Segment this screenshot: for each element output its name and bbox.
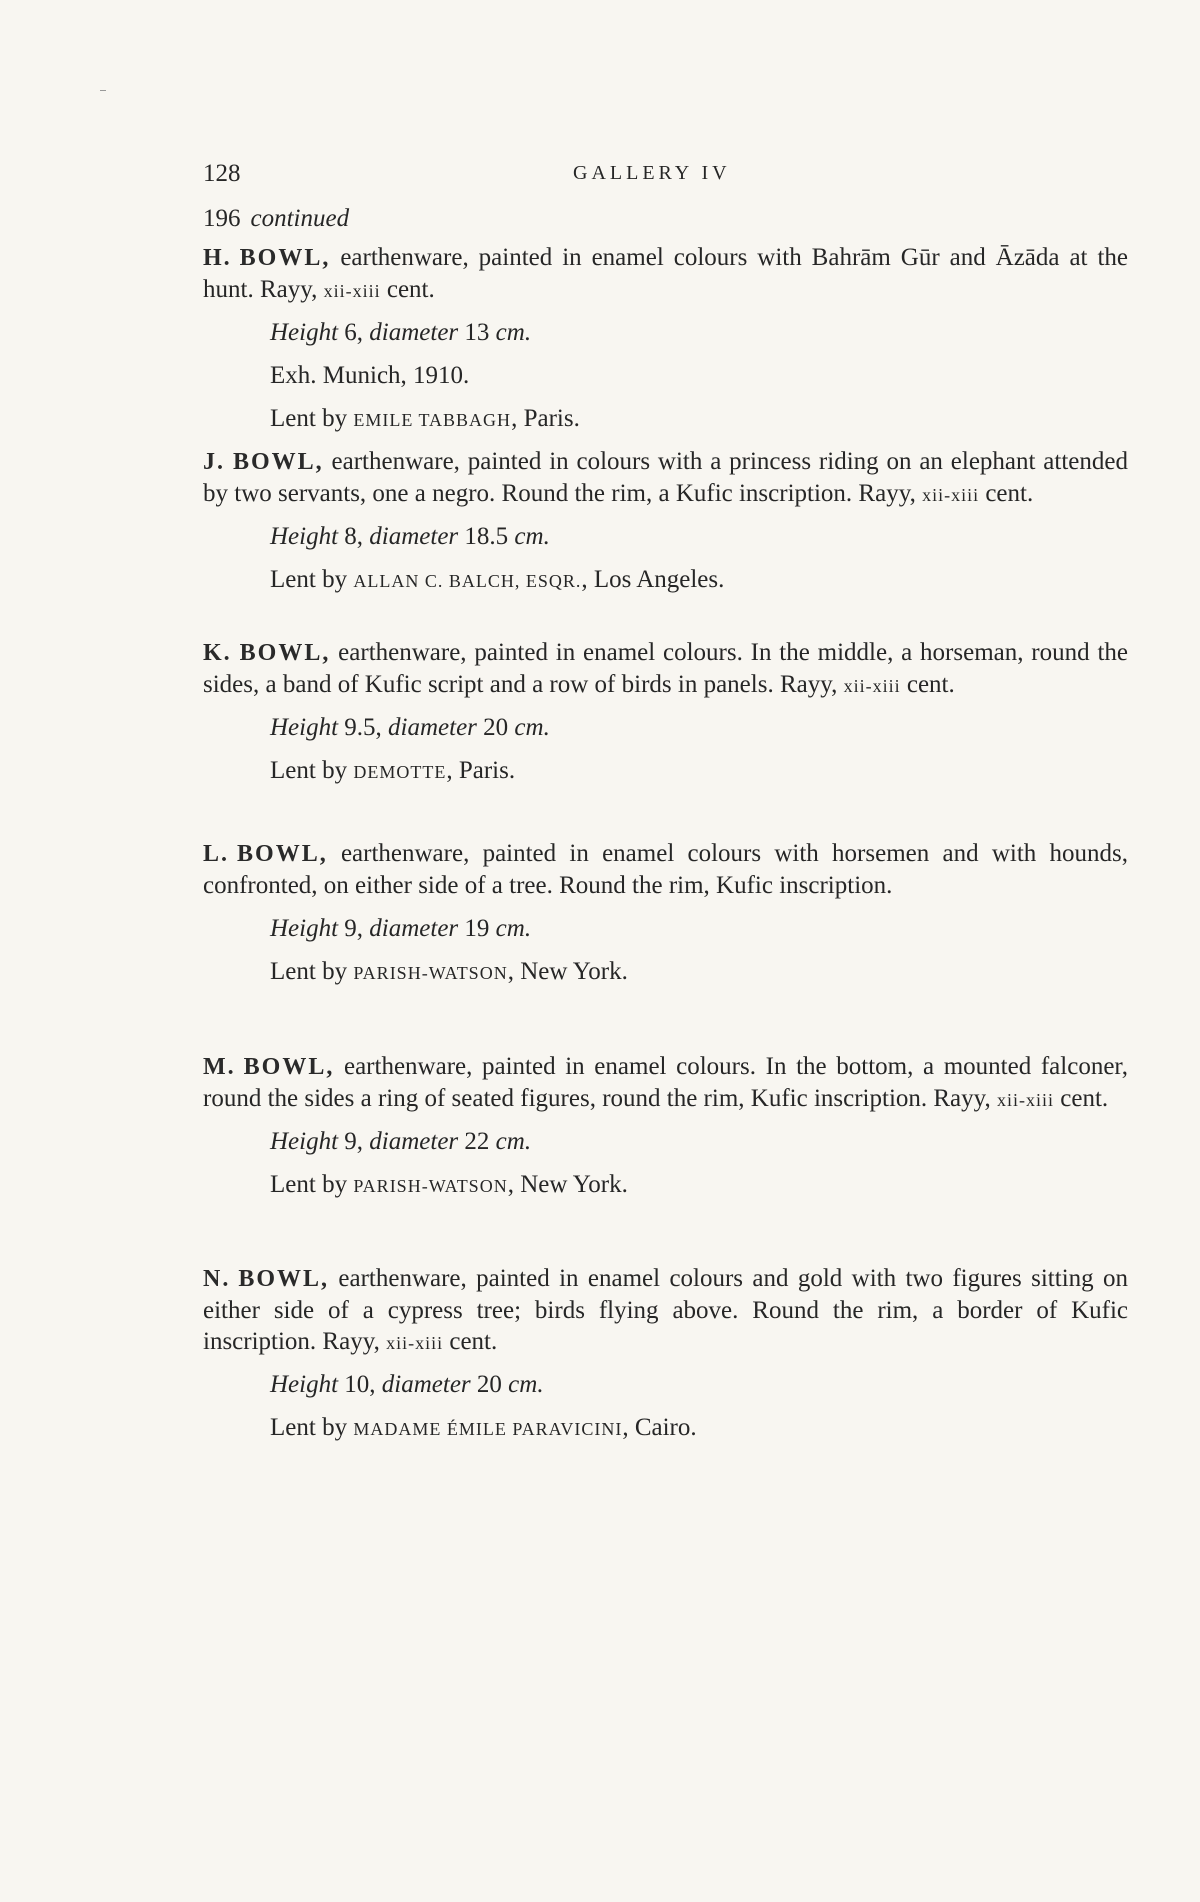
lender-line: Lent by MADAME ÉMILE PARAVICINI, Cairo. xyxy=(270,1414,697,1441)
lender-name: MADAME ÉMILE PARAVICINI xyxy=(353,1419,623,1439)
entry-letter: K. xyxy=(203,640,232,666)
entry-details xyxy=(203,913,1128,989)
entry-details xyxy=(203,317,1128,436)
entry-text-end: cent. xyxy=(1054,1085,1109,1112)
entry-text: earthenware, painted in enamel colours with Bahrām Gūr and Āzāda at the hunt. Rayy, xyxy=(203,244,1128,303)
entry-letter: N. xyxy=(203,1266,231,1292)
exhibition-note: Exh. Munich, 1910. xyxy=(270,362,470,389)
entry-description xyxy=(203,1051,1128,1116)
entry-text-end: cent. xyxy=(900,671,955,698)
entry-description xyxy=(203,838,1128,903)
dimensions: Height 10, diameter 20 cm. xyxy=(270,1371,544,1398)
entry-text: earthenware, painted in colours with a princess riding on an elephant attended by two servants, one a negro. Round the rim, a Kufic inscription. Rayy, xyxy=(203,448,1128,507)
lender-line: Lent by PARISH-WATSON, New York. xyxy=(270,958,628,985)
entry-description xyxy=(203,1263,1128,1359)
entry-description xyxy=(203,446,1128,511)
lender-name: ALLAN C. BALCH, ESQR. xyxy=(353,571,582,591)
entry-century: xii-xiii xyxy=(843,676,901,696)
continued-label: continued xyxy=(250,205,350,232)
dimensions: Height 9, diameter 19 cm. xyxy=(270,915,532,942)
entry-text-end: cent. xyxy=(380,276,435,303)
entry-title: BOWL, xyxy=(233,449,324,475)
entry-letter: L. xyxy=(203,841,230,867)
continued-line xyxy=(203,205,349,233)
entry-text: earthenware, painted in enamel colours and gold with two figures sitting on either side of a cypress tree; birds flying above. Round the rim, a border of Kufic inscription. Rayy, xyxy=(203,1265,1128,1355)
entry-title: BOWL, xyxy=(238,1266,330,1292)
catalogue-entry xyxy=(203,1051,1128,1214)
entry-details xyxy=(203,521,1128,597)
entry-letter: H. xyxy=(203,245,232,271)
entry-century: xii-xiii xyxy=(386,1333,444,1353)
catalogue-entry xyxy=(203,242,1128,448)
catalogue-entry xyxy=(203,838,1128,1001)
catalogue-number: 196 xyxy=(203,205,241,232)
dimensions: Height 9, diameter 22 cm. xyxy=(270,1128,532,1155)
entry-century: xii-xiii xyxy=(323,281,381,301)
entry-title: BOWL, xyxy=(239,245,331,271)
entry-text-end: cent. xyxy=(979,480,1034,507)
entry-title: BOWL, xyxy=(243,1054,335,1080)
entry-details xyxy=(203,712,1128,788)
lender-name: PARISH-WATSON xyxy=(353,963,508,983)
lender-line: Lent by PARISH-WATSON, New York. xyxy=(270,1171,628,1198)
entry-description xyxy=(203,637,1128,702)
entry-century: xii-xiii xyxy=(922,485,980,505)
entry-text: earthenware, painted in enamel colours. In the bottom, a mounted falconer, round the sides a ring of seated figures, round the rim, Kufic inscription. Rayy, xyxy=(203,1053,1128,1112)
dimensions: Height 6, diameter 13 cm. xyxy=(270,319,532,346)
lender-line: Lent by EMILE TABBAGH, Paris. xyxy=(270,405,580,432)
lender-name: PARISH-WATSON xyxy=(353,1176,508,1196)
entry-title: BOWL, xyxy=(239,640,331,666)
entry-details xyxy=(203,1126,1128,1202)
entry-title: BOWL, xyxy=(237,841,328,867)
lender-name: EMILE TABBAGH xyxy=(353,410,512,430)
entry-text-end: cent. xyxy=(443,1328,498,1355)
entry-text: earthenware, painted in enamel colours. In the middle, a horseman, round the sides, a band of Kufic script and a row of birds in panels. Rayy, xyxy=(203,639,1128,698)
lender-name: DEMOTTE xyxy=(353,762,447,782)
paper-speck xyxy=(100,90,106,91)
page-header xyxy=(203,160,756,194)
dimensions: Height 9.5, diameter 20 cm. xyxy=(270,714,550,741)
lender-line: Lent by ALLAN C. BALCH, ESQR., Los Angeles. xyxy=(270,566,725,593)
lender-line: Lent by DEMOTTE, Paris. xyxy=(270,757,516,784)
dimensions: Height 8, diameter 18.5 cm. xyxy=(270,523,550,550)
catalogue-entry xyxy=(203,446,1128,609)
entry-description xyxy=(203,242,1128,307)
entry-century: xii-xiii xyxy=(997,1090,1055,1110)
page-number: 128 xyxy=(203,160,241,187)
running-head: GALLERY IV xyxy=(573,162,731,184)
entry-letter: M. xyxy=(203,1054,236,1080)
entry-letter: J. xyxy=(203,449,225,475)
entry-details xyxy=(203,1369,1128,1445)
catalogue-entry xyxy=(203,637,1128,800)
catalogue-entry xyxy=(203,1263,1128,1457)
entry-text: earthenware, painted in enamel colours with horsemen and with hounds, confronted, on either side of a tree. Round the rim, Kufic inscription. xyxy=(203,840,1128,899)
